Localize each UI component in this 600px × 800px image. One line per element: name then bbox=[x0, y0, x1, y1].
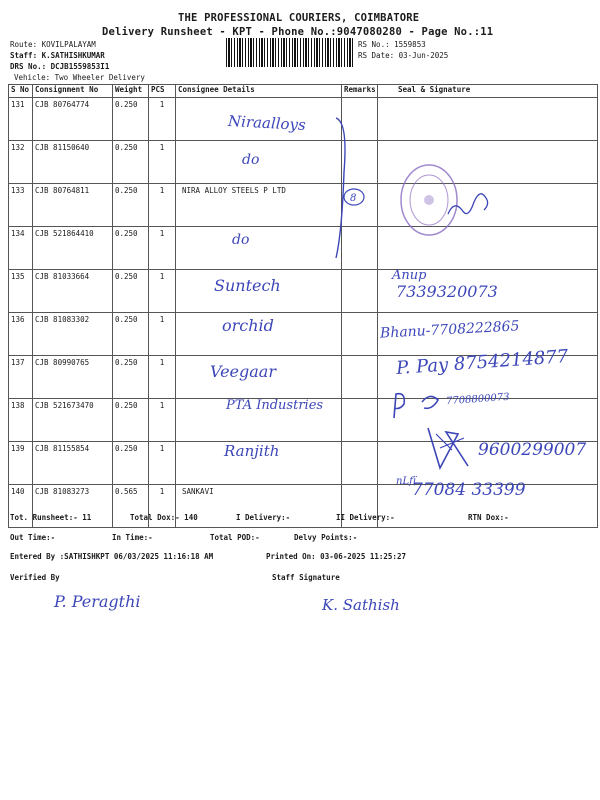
cell-weight: 0.250 bbox=[113, 399, 149, 442]
phone-135: 7339320073 bbox=[396, 282, 498, 301]
handwritten-ditto-134: do bbox=[232, 232, 250, 248]
cell-weight: 0.250 bbox=[113, 270, 149, 313]
seal-signature-133 bbox=[444, 180, 494, 224]
handwritten-name-138: PTA Industries bbox=[226, 398, 324, 413]
cell-consignment: CJB 81083302 bbox=[33, 313, 113, 356]
cell-pcs: 1 bbox=[149, 184, 176, 227]
cell-pcs: 1 bbox=[149, 399, 176, 442]
handwritten-name-131: Niraalloys bbox=[227, 111, 307, 135]
phone-139: 9600299007 bbox=[478, 440, 587, 460]
first-delivery: I Delivery:- bbox=[236, 513, 291, 522]
in-time: In Time:- bbox=[112, 533, 153, 542]
handwritten-name-137: Veegaar bbox=[210, 362, 276, 381]
cell-sno: 133 bbox=[9, 184, 33, 227]
cell-pcs: 1 bbox=[149, 356, 176, 399]
remarks-bracket-mark bbox=[326, 112, 376, 262]
cell-remarks bbox=[342, 270, 378, 313]
document-title: THE PROFESSIONAL COURIERS, COIMBATORE bbox=[178, 12, 420, 24]
cell-consignment: CJB 521864410 bbox=[33, 227, 113, 270]
cell-pcs: 1 bbox=[149, 270, 176, 313]
col-consignment: Consignment No bbox=[33, 85, 113, 98]
handwritten-name-136: orchid bbox=[222, 316, 274, 335]
document-subtitle: Delivery Runsheet - KPT - Phone No.:9047080280 - Page No.:11 bbox=[102, 26, 494, 38]
cell-weight: 0.250 bbox=[113, 313, 149, 356]
cell-weight: 0.250 bbox=[113, 184, 149, 227]
table-row bbox=[9, 227, 598, 270]
vehicle-label: Vehicle: Two Wheeler Delivery bbox=[14, 73, 145, 82]
svg-text:8: 8 bbox=[350, 193, 357, 204]
cell-remarks bbox=[342, 313, 378, 356]
out-time: Out Time:- bbox=[10, 533, 56, 542]
rs-date: RS Date: 03-Jun-2025 bbox=[358, 51, 449, 60]
table-header-row bbox=[9, 85, 598, 98]
cell-pcs: 1 bbox=[149, 141, 176, 184]
verified-by-label: Verified By bbox=[10, 573, 60, 582]
handwritten-name-135: Suntech bbox=[214, 276, 281, 295]
col-weight: Weight bbox=[113, 85, 149, 98]
cell-consignment: CJB 521673470 bbox=[33, 399, 113, 442]
handwritten-name-139: Ranjith bbox=[224, 442, 280, 460]
cell-details: NIRA ALLOY STEELS P LTD bbox=[176, 184, 342, 227]
phone-138: 7708800073 bbox=[445, 391, 510, 408]
entered-by: Entered By :SATHISHKPT 06/03/2025 11:16:18 AM bbox=[10, 552, 214, 561]
table-row bbox=[9, 141, 598, 184]
rs-number: RS No.: 1559853 bbox=[358, 40, 426, 49]
route-label: Route: KOVILPALAYAM bbox=[10, 40, 96, 49]
cell-sno: 139 bbox=[9, 442, 33, 485]
cell-pcs: 1 bbox=[149, 98, 176, 141]
delivery-points: Delvy Points:- bbox=[294, 533, 358, 542]
cell-sno: 134 bbox=[9, 227, 33, 270]
cell-pcs: 1 bbox=[149, 442, 176, 485]
table-row bbox=[9, 184, 598, 227]
return-dox: RTN Dox:- bbox=[468, 513, 509, 522]
handwritten-ditto-132: do bbox=[242, 152, 260, 168]
cell-weight: 0.250 bbox=[113, 98, 149, 141]
barcode bbox=[226, 38, 354, 67]
cell-consignment: CJB 81083273 bbox=[33, 485, 113, 528]
signature-135: Anup bbox=[392, 268, 427, 283]
second-delivery: II Delivery:- bbox=[336, 513, 395, 522]
cell-pcs: 1 bbox=[149, 485, 176, 528]
signature-138-139 bbox=[388, 388, 478, 470]
cell-details bbox=[176, 227, 342, 270]
total-pod: Total POD:- bbox=[210, 533, 260, 542]
cell-sno: 136 bbox=[9, 313, 33, 356]
cell-pcs: 1 bbox=[149, 227, 176, 270]
col-seal: Seal & Signature bbox=[378, 85, 598, 98]
verified-by-signature: P. Peragthi bbox=[54, 592, 141, 611]
cell-consignment: CJB 81150640 bbox=[33, 141, 113, 184]
cell-sno: 131 bbox=[9, 98, 33, 141]
cell-sno: 132 bbox=[9, 141, 33, 184]
cell-weight: 0.565 bbox=[113, 485, 149, 528]
total-dox: Total Dox:- 140 bbox=[130, 513, 198, 522]
cell-seal bbox=[378, 98, 598, 141]
staff-label: Staff: K.SATHISHKUMAR bbox=[10, 51, 105, 60]
table-row bbox=[9, 270, 598, 313]
col-consignee: Consignee Details bbox=[176, 85, 342, 98]
cell-weight: 0.250 bbox=[113, 227, 149, 270]
total-runsheet: Tot. Runsheet:- 11 bbox=[10, 513, 92, 522]
cell-details: SANKAVI bbox=[176, 485, 342, 528]
phone-140: 77084 33399 bbox=[412, 480, 526, 500]
runsheet-table bbox=[8, 84, 598, 528]
cell-sno: 137 bbox=[9, 356, 33, 399]
cell-sno: 135 bbox=[9, 270, 33, 313]
cell-sno: 140 bbox=[9, 485, 33, 528]
staff-signature-label: Staff Signature bbox=[272, 573, 340, 582]
cell-weight: 0.250 bbox=[113, 141, 149, 184]
cell-remarks bbox=[342, 399, 378, 442]
staff-signature: K. Sathish bbox=[322, 596, 400, 614]
cell-consignment: CJB 80764811 bbox=[33, 184, 113, 227]
phone-137: P. Pay 8754214877 bbox=[395, 346, 569, 379]
cell-remarks bbox=[342, 356, 378, 399]
cell-pcs: 1 bbox=[149, 313, 176, 356]
phone-136: Bhanu-7708222865 bbox=[379, 318, 520, 342]
col-sno: S No bbox=[9, 85, 33, 98]
col-remarks: Remarks bbox=[342, 85, 378, 98]
cell-consignment: CJB 81155854 bbox=[33, 442, 113, 485]
printed-on: Printed On: 03-06-2025 11:25:27 bbox=[266, 552, 406, 561]
signature-140: nLfї bbox=[396, 476, 416, 487]
cell-sno: 138 bbox=[9, 399, 33, 442]
col-pcs: PCS bbox=[149, 85, 176, 98]
cell-consignment: CJB 80764774 bbox=[33, 98, 113, 141]
drs-number: DRS No.: DCJB1559853I1 bbox=[10, 62, 110, 71]
cell-weight: 0.250 bbox=[113, 442, 149, 485]
cell-remarks bbox=[342, 442, 378, 485]
cell-consignment: CJB 80990765 bbox=[33, 356, 113, 399]
cell-weight: 0.250 bbox=[113, 356, 149, 399]
cell-consignment: CJB 81033664 bbox=[33, 270, 113, 313]
